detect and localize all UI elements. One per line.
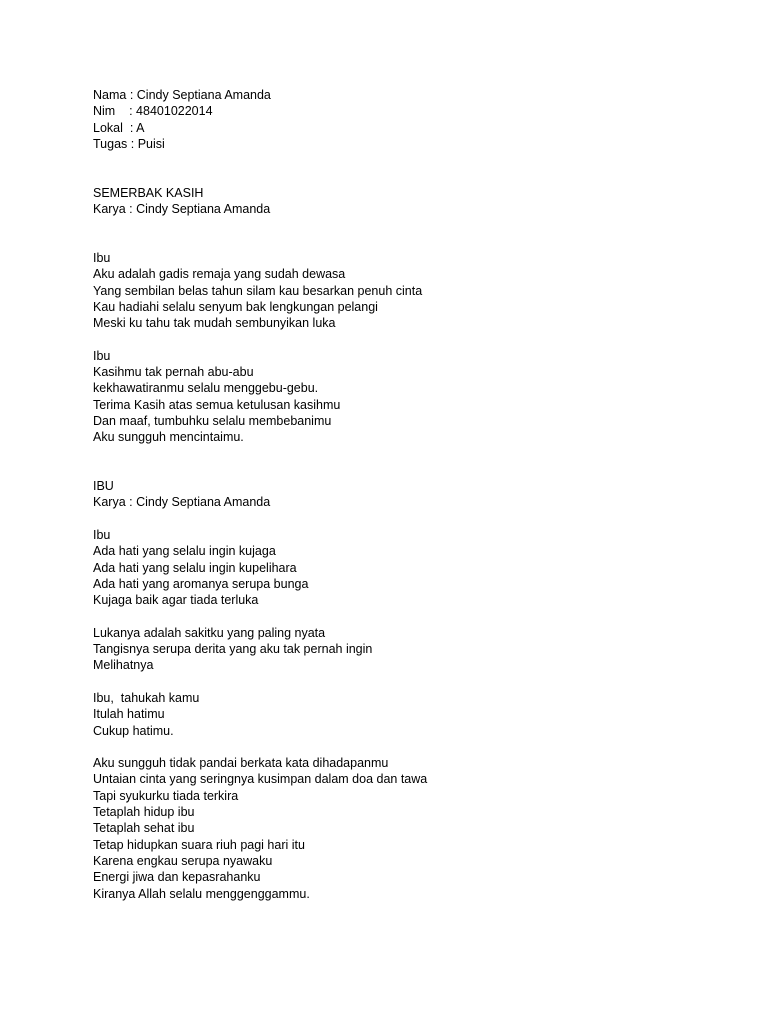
poem-line: Ada hati yang aromanya serupa bunga <box>93 576 309 591</box>
stanza <box>93 690 713 739</box>
poem-line: Kujaga baik agar tiada terluka <box>93 593 259 608</box>
student-class: Lokal : A <box>93 120 145 135</box>
stanza <box>93 755 713 902</box>
poem-line: Cukup hatimu. <box>93 723 174 738</box>
stanza <box>93 527 713 608</box>
stanza <box>93 348 713 446</box>
poem-line: Tetap hidupkan suara riuh pagi hari itu <box>93 837 305 852</box>
poem-line: Melihatnya <box>93 658 154 673</box>
poem-title: SEMERBAK KASIH <box>93 185 204 200</box>
poem-line: kekhawatiranmu selalu menggebu-gebu. <box>93 381 319 396</box>
poem-line: Lukanya adalah sakitku yang paling nyata <box>93 625 326 640</box>
poem-line: Ibu <box>93 250 111 265</box>
poem-line: Yang sembilan belas tahun silam kau besarkan penuh cinta <box>93 283 423 298</box>
student-info <box>93 87 713 152</box>
poem-line: Aku sungguh tidak pandai berkata kata dihadapanmu <box>93 756 389 771</box>
assignment-type: Tugas : Puisi <box>93 136 165 151</box>
student-nim: Nim : 48401022014 <box>93 104 213 119</box>
poem-line: Karena engkau serupa nyawaku <box>93 853 273 868</box>
poem-line: Ada hati yang selalu ingin kupelihara <box>93 560 297 575</box>
poem-line: Tetaplah hidup ibu <box>93 805 195 820</box>
document-page <box>93 87 713 902</box>
poem-ibu <box>93 478 713 902</box>
poem-line: Tetaplah sehat ibu <box>93 821 195 836</box>
poem-author: Karya : Cindy Septiana Amanda <box>93 202 271 217</box>
stanza <box>93 250 713 331</box>
poem-line: Aku adalah gadis remaja yang sudah dewasa <box>93 267 346 282</box>
poem-line: Untaian cinta yang seringnya kusimpan dalam doa dan tawa <box>93 772 428 787</box>
poem-line: Ibu <box>93 528 111 543</box>
poem-author: Karya : Cindy Septiana Amanda <box>93 495 271 510</box>
poem-line: Kiranya Allah selalu menggenggammu. <box>93 886 310 901</box>
poem-line: Itulah hatimu <box>93 707 165 722</box>
poem-line: Tangisnya serupa derita yang aku tak pernah ingin <box>93 642 373 657</box>
poem-line: Kasihmu tak pernah abu-abu <box>93 365 254 380</box>
poem-line: Kau hadiahi selalu senyum bak lengkungan pelangi <box>93 299 378 314</box>
poem-line: Aku sungguh mencintaimu. <box>93 430 244 445</box>
poem-line: Energi jiwa dan kepasrahanku <box>93 870 261 885</box>
stanza <box>93 625 713 674</box>
poem-line: Dan maaf, tumbuhku selalu membebanimu <box>93 413 332 428</box>
poem-line: Meski ku tahu tak mudah sembunyikan luka <box>93 316 336 331</box>
poem-title: IBU <box>93 479 114 494</box>
poem-line: Ada hati yang selalu ingin kujaga <box>93 544 276 559</box>
poem-line: Terima Kasih atas semua ketulusan kasihmu <box>93 397 341 412</box>
poem-line: Ibu <box>93 348 111 363</box>
poem-semerbak-kasih <box>93 185 713 446</box>
student-name: Nama : Cindy Septiana Amanda <box>93 88 271 102</box>
poem-line: Ibu, tahukah kamu <box>93 690 200 705</box>
poem-line: Tapi syukurku tiada terkira <box>93 788 239 803</box>
